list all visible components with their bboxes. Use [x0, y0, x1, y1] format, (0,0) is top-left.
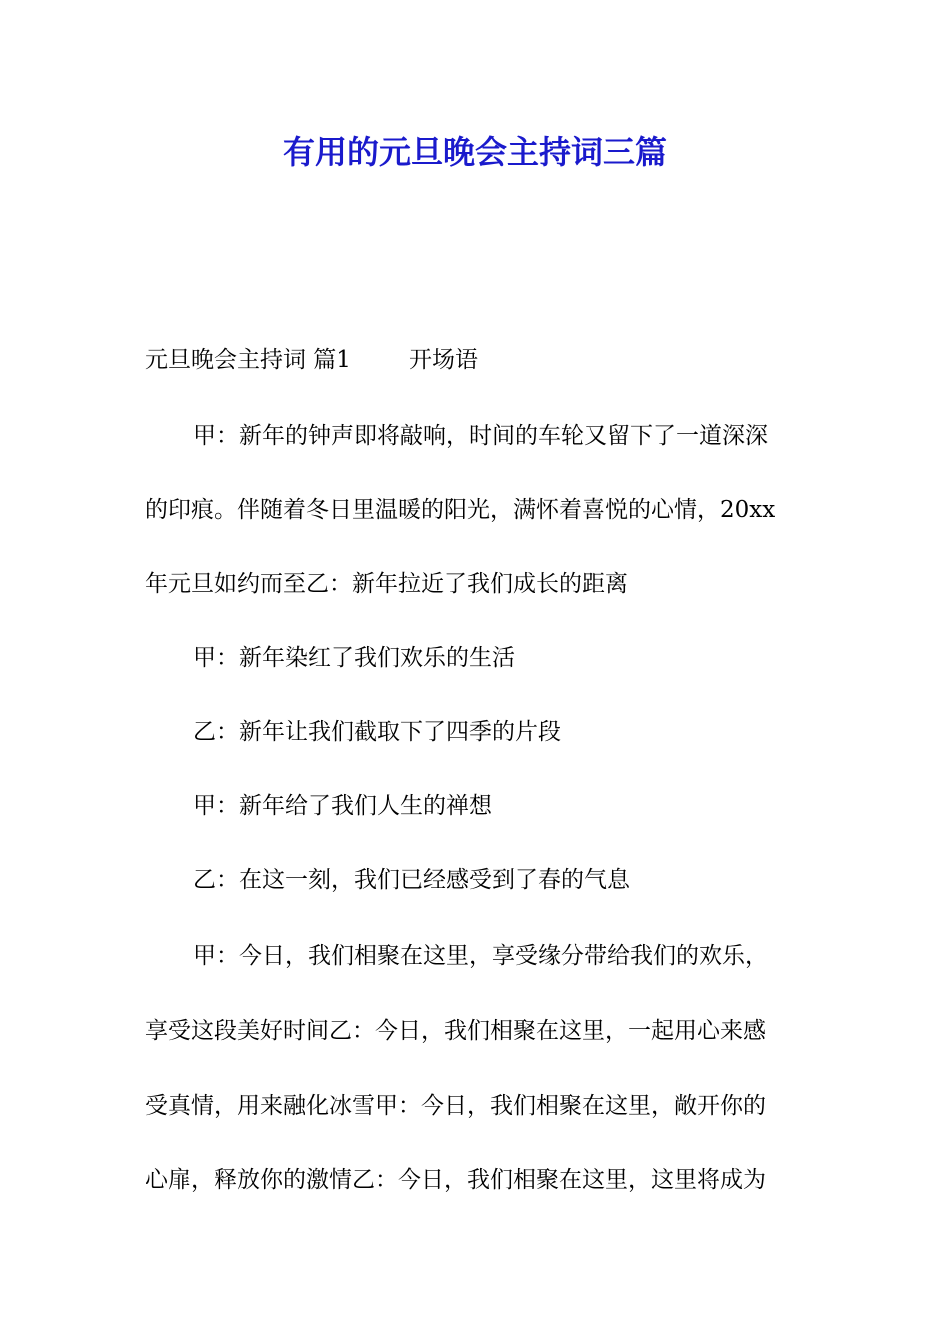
section-heading-row — [145, 344, 478, 376]
paragraph-line: 乙：新年让我们截取下了四季的片段 — [193, 719, 561, 745]
paragraph-line: 甲：新年染红了我们欢乐的生活 — [193, 645, 515, 671]
paragraph-line: 的印痕。伴随着冬日里温暖的阳光，满怀着喜悦的心情，20xx — [145, 497, 776, 523]
paragraph-line: 甲：新年给了我们人生的禅想 — [193, 793, 492, 819]
section-heading: 元旦晚会主持词 篇1 — [145, 347, 351, 373]
section-subheading: 开场语 — [408, 347, 478, 373]
paragraph-line: 乙：在这一刻，我们已经感受到了春的气息 — [193, 867, 630, 893]
paragraph-line: 受真情，用来融化冰雪甲：今日，我们相聚在这里，敞开你的 — [145, 1093, 766, 1119]
document-title: 有用的元旦晚会主持词三篇 — [282, 133, 667, 171]
paragraph-line: 享受这段美好时间乙：今日，我们相聚在这里，一起用心来感 — [145, 1018, 766, 1044]
paragraph-line: 心扉，释放你的激情乙：今日，我们相聚在这里，这里将成为 — [145, 1167, 766, 1193]
paragraph-line: 甲：新年的钟声即将敲响，时间的车轮又留下了一道深深 — [193, 423, 768, 449]
paragraph-line: 年元旦如约而至乙：新年拉近了我们成长的距离 — [145, 571, 628, 597]
paragraph-line: 甲：今日，我们相聚在这里，享受缘分带给我们的欢乐， — [193, 943, 768, 969]
